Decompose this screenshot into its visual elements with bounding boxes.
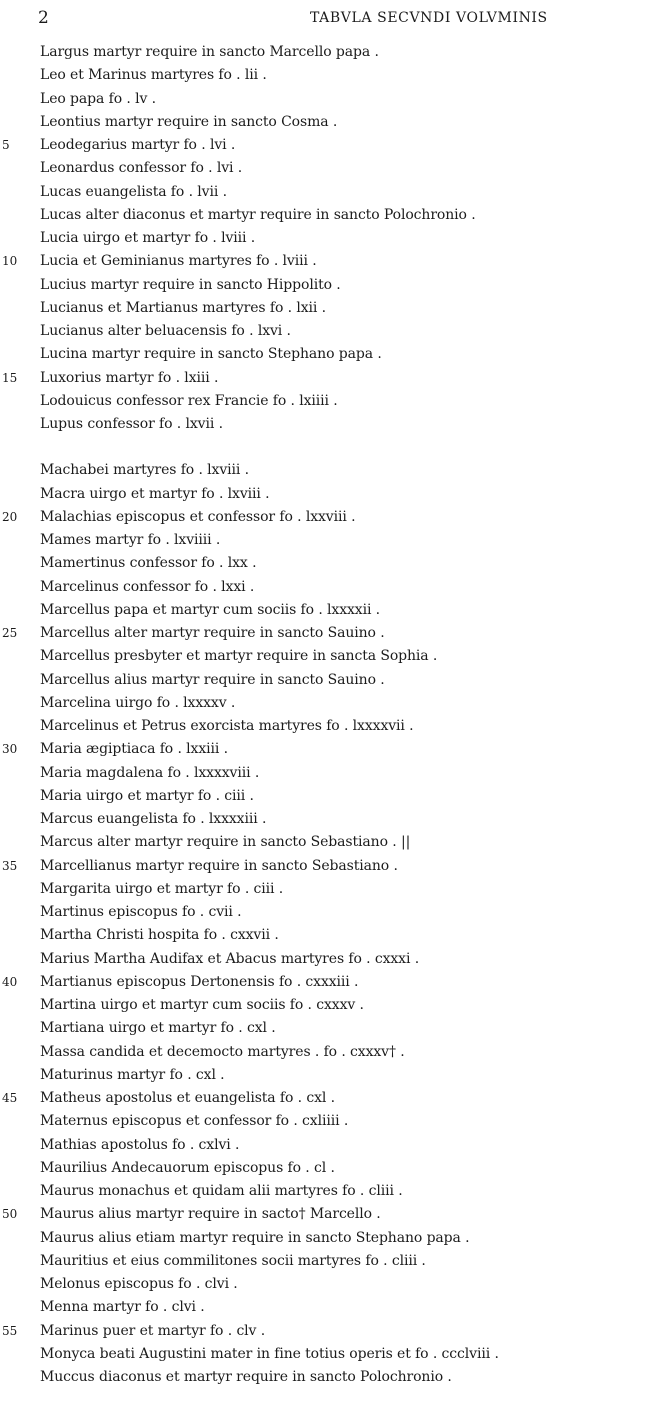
entry-text: Leodegarius martyr fo . lvi . [40,137,236,153]
index-entry [0,529,660,552]
entry-text: Malachias episcopus et confessor fo . lxxviii . [40,508,356,525]
line-number: 50 [2,1207,18,1222]
entry-text: Martianus episcopus Dertonensis fo . cxxxiii . [40,973,359,990]
entry-text: Lucina martyr require in sancto Stephano papa . [40,346,382,363]
index-entry [0,157,660,180]
index-entry [0,413,660,436]
index-entry [0,785,660,808]
index-entry [0,552,660,575]
index-entry [0,506,660,529]
entry-text: Maurus alius etiam martyr require in sancto Stephano papa . [40,1229,470,1246]
entry-text: Marcellianus martyr require in sancto Sebastiano . [40,857,398,874]
entry-text: Martha Christi hospita fo . cxxvii . [40,927,279,944]
line-number: 5 [2,138,10,152]
entry-text: Lucas alter diaconus et martyr require in sancto Polochronio . [40,206,476,223]
line-number: 10 [2,254,18,269]
entry-text: Maternus episcopus et confessor fo . cxliiii . [40,1113,349,1130]
entry-text: Matheus apostolus et euangelista fo . cxl . [40,1090,335,1106]
line-number: 40 [2,974,18,989]
index-entry [0,1087,660,1110]
index-entry [0,181,660,204]
entry-text: Marius Martha Audifax et Abacus martyres fo . cxxxi . [40,950,420,967]
entry-text: Martinus episcopus fo . cvii . [40,904,242,920]
index-entry [0,1227,660,1250]
index-entry [0,645,660,668]
entry-text: Marcus euangelista fo . lxxxxiii . [40,811,267,827]
entry-text: Leo papa fo . lv . [40,90,156,107]
entry-text: Massa candida et decemocto martyres . fo . cxxxv† . [40,1043,405,1060]
index-entry [0,715,660,738]
index-entry [0,1064,660,1087]
entry-text: Muccus diaconus et martyr require in sancto Polochronio . [40,1369,452,1385]
entry-text: Maria uirgo et martyr fo . ciii . [40,787,254,804]
index-entry [0,343,660,366]
index-entry [0,64,660,87]
line-number: 30 [2,742,18,757]
entry-text: Marcelina uirgo fo . lxxxxv . [40,694,236,711]
line-number: 35 [2,858,18,873]
index-entry [0,1320,660,1343]
index-entry [0,576,660,599]
entry-text: Marcus alter martyr require in sancto Sebastiano . || [40,834,411,851]
index-entry [0,274,660,297]
line-number: 20 [2,509,18,524]
entry-text: Lucius martyr require in sancto Hippolito . [40,276,341,293]
entry-text: Marcelinus confessor fo . lxxi . [40,578,255,595]
index-entry [0,971,660,994]
entry-text: Lucas euangelista fo . lvii . [40,183,227,200]
entry-text: Leontius martyr require in sancto Cosma . [40,113,338,130]
line-number: 25 [2,626,18,640]
index-entries [0,41,660,1389]
index-entry [0,738,660,761]
entry-text: Marcellus presbyter et martyr require in sancta Sophia . [40,648,438,665]
entry-text: Marcellus alius martyr require in sancto Sauino . [40,671,385,688]
entry-text: Macra uirgo et martyr fo . lxviii . [40,485,270,502]
entry-text: Maurus monachus et quidam alii martyres fo . cliii . [40,1183,403,1199]
entry-text: Menna martyr fo . clvi . [40,1299,205,1316]
entry-text: Leonardus confessor fo . lvi . [40,160,243,177]
index-entry [0,1203,660,1226]
index-entry [0,831,660,854]
index-entry [0,878,660,901]
index-entry [0,320,660,343]
entry-text: Lodouicus confessor rex Francie fo . lxiiii . [40,392,338,409]
entry-text: Luxorius martyr fo . lxiii . [40,369,219,386]
index-entry [0,390,660,413]
index-entry [0,111,660,134]
entry-text: Martina uirgo et martyr cum sociis fo . cxxxv . [40,997,364,1013]
index-entry [0,88,660,111]
page-number: 2 [38,8,49,28]
index-entry [0,692,660,715]
index-entry [0,483,660,506]
index-entry [0,1296,660,1319]
entry-text: Leo et Marinus martyres fo . lii . [40,67,267,84]
index-entry [0,1041,660,1064]
entry-text: Martiana uirgo et martyr fo . cxl . [40,1020,276,1037]
entry-text: Marcellus alter martyr require in sancto Sauino . [40,625,385,641]
index-entry [0,459,660,482]
index-entry [0,297,660,320]
index-entry [0,367,660,390]
index-entry [0,227,660,250]
entry-text: Mamertinus confessor fo . lxx . [40,555,257,572]
index-entry [0,250,660,273]
entry-text: Margarita uirgo et martyr fo . ciii . [40,880,284,897]
entry-text: Marinus puer et martyr fo . clv . [40,1322,266,1339]
index-entry [0,1180,660,1203]
line-number: 45 [2,1091,18,1105]
entry-text: Maturinus martyr fo . cxl . [40,1066,225,1083]
index-entry [0,1134,660,1157]
entry-text: Mames martyr fo . lxviiii . [40,532,221,548]
entry-text: Maria ægiptiaca fo . lxxiii . [40,741,228,758]
index-entry [0,948,660,971]
entry-text: Melonus episcopus fo . clvi . [40,1276,238,1292]
index-entry [0,1017,660,1040]
index-entry [0,762,660,785]
entry-text: Mathias apostolus fo . cxlvi . [40,1136,240,1153]
index-entry [0,1366,660,1389]
entry-text: Lucianus alter beluacensis fo . lxvi . [40,323,291,339]
index-entry [0,808,660,831]
index-entry [0,1110,660,1133]
line-number: 55 [2,1323,18,1338]
index-entry [0,599,660,622]
index-entry [0,1157,660,1180]
entry-text: Maria magdalena fo . lxxxxviii . [40,764,260,781]
entry-text: Lucia uirgo et martyr fo . lviii . [40,230,256,246]
entry-text: Mauritius et eius commilitones socii martyres fo . cliii . [40,1252,426,1269]
entry-text: Monyca beati Augustini mater in fine totius operis et fo . ccclviii . [40,1345,499,1362]
entry-text: Largus martyr require in sancto Marcello papa . [40,44,379,60]
index-entry [0,41,660,64]
entry-text: Maurus alius martyr require in sacto† Marcello . [40,1206,381,1223]
entry-text: Machabei martyres fo . lxviii . [40,462,249,479]
index-entry [0,901,660,924]
index-entry [0,1250,660,1273]
index-entry [0,204,660,227]
entry-text: Lupus confessor fo . lxvii . [40,416,223,432]
index-entry [0,134,660,157]
running-head: TABVLA SECVNDI VOLVMINIS [310,10,548,26]
entry-text: Lucia et Geminianus martyres fo . lviii . [40,253,317,270]
index-entry [0,1273,660,1296]
index-entry [0,994,660,1017]
index-entry [0,669,660,692]
entry-text: Lucianus et Martianus martyres fo . lxii . [40,299,326,316]
index-entry [0,855,660,878]
index-entry [0,1343,660,1366]
index-entry [0,924,660,947]
index-entry [0,622,660,645]
entry-text: Marcelinus et Petrus exorcista martyres fo . lxxxxvii . [40,718,414,734]
entry-text: Maurilius Andecauorum episcopus fo . cl . [40,1159,335,1176]
entry-text: Marcellus papa et martyr cum sociis fo . lxxxxii . [40,601,381,618]
line-number: 15 [2,370,18,385]
